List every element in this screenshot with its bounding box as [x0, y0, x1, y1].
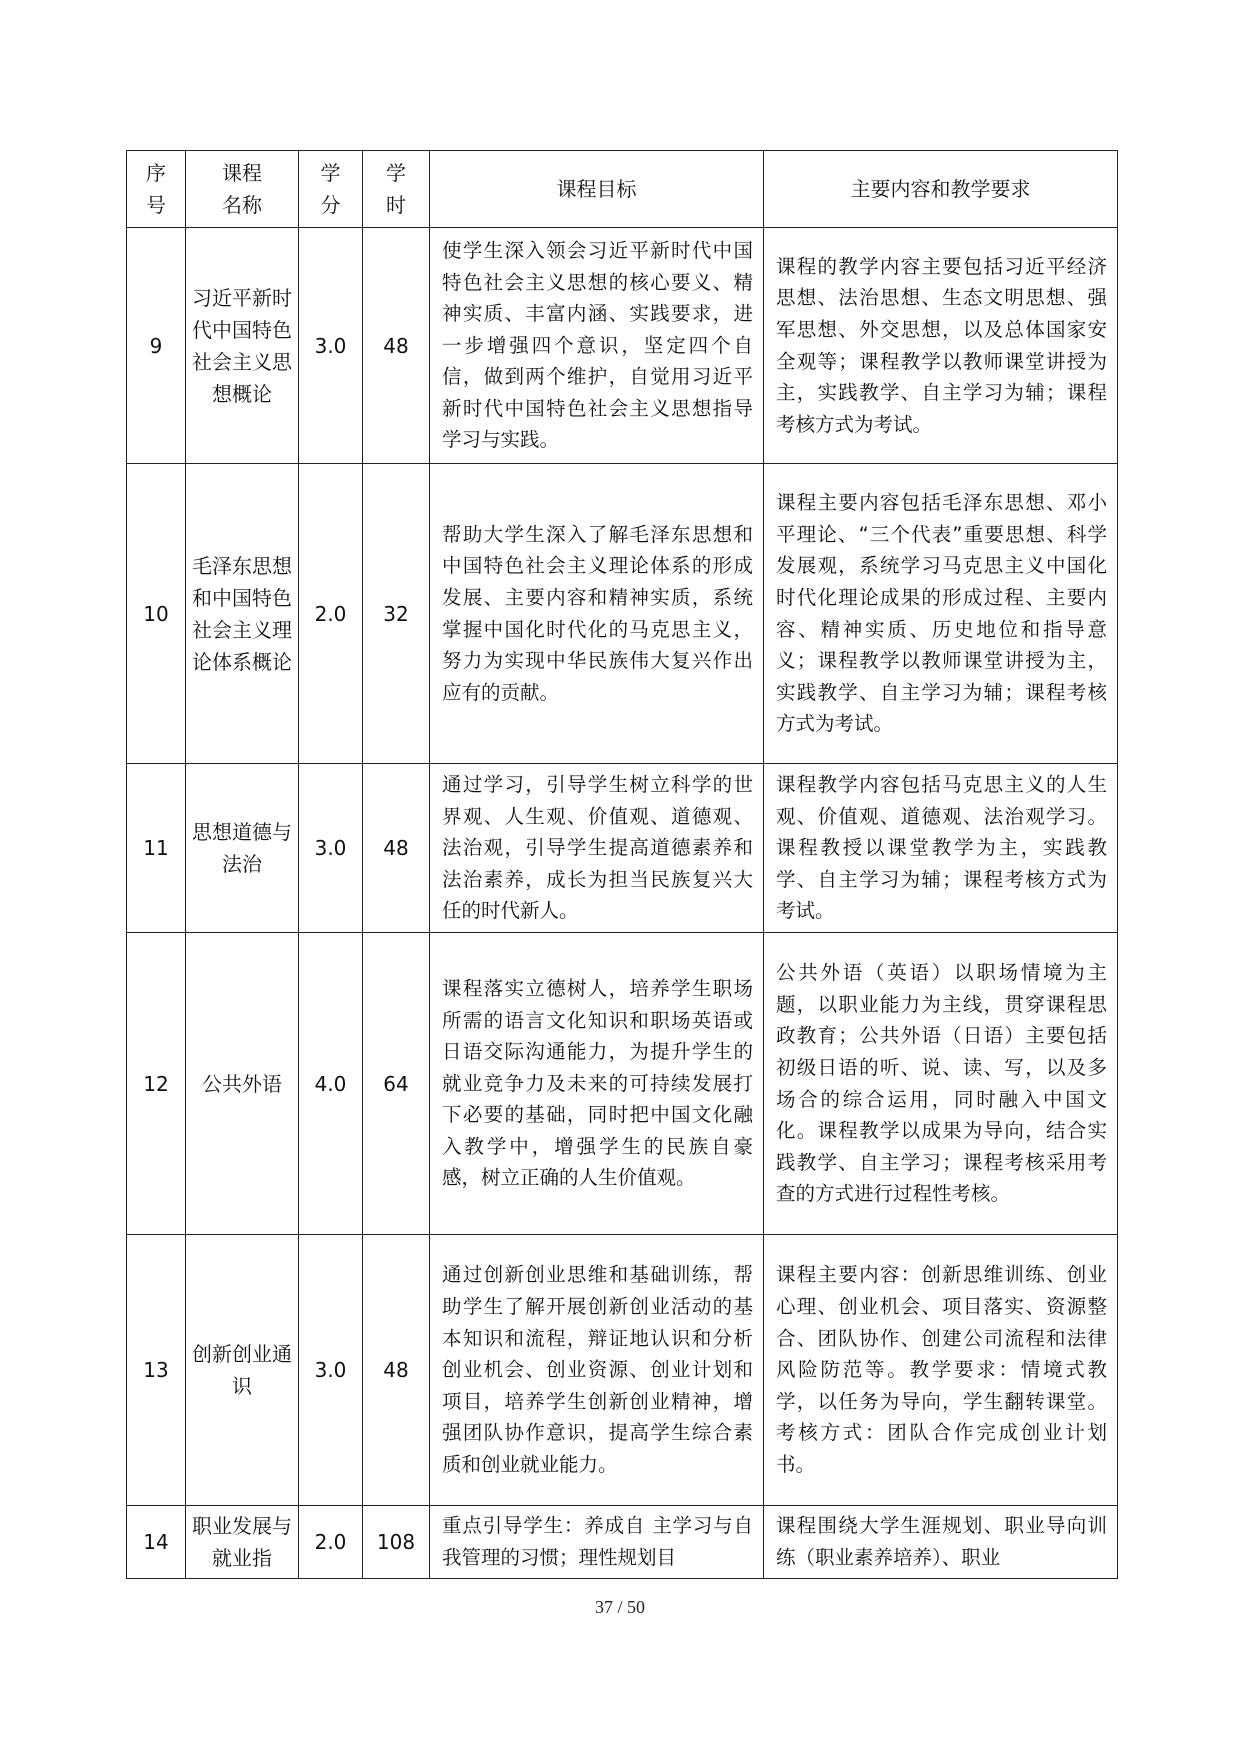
course-name: 职业发展与就业指	[186, 1506, 299, 1579]
course-credit: 3.0	[299, 764, 363, 933]
course-name: 毛泽东思想和中国特色社会主义理论体系概论	[186, 464, 299, 764]
course-hours: 48	[363, 764, 430, 933]
row-index: 14	[127, 1506, 186, 1579]
row-index: 9	[127, 228, 186, 464]
course-content: 课程主要内容：创新思维训练、创业心理、创业机会、项目落实、资源整合、团队协作、创建公司流程和法律风险防范等。教学要求：情境式教学，以任务为导向，学生翻转课堂。考核方式：团队合作完成创业计划书。	[764, 1235, 1118, 1506]
course-hours: 64	[363, 933, 430, 1235]
table-row	[127, 764, 1118, 933]
course-table	[126, 150, 1118, 1579]
course-hours: 32	[363, 464, 430, 764]
header-credit: 学分	[299, 151, 363, 228]
table-row	[127, 933, 1118, 1235]
course-goal: 帮助大学生深入了解毛泽东思想和中国特色社会主义理论体系的形成发展、主要内容和精神实质，系统掌握中国化时代化的马克思主义，努力为实现中华民族伟大复兴作出应有的贡献。	[430, 464, 764, 764]
row-index: 11	[127, 764, 186, 933]
header-content: 主要内容和教学要求	[764, 151, 1118, 228]
course-goal: 使学生深入领会习近平新时代中国特色社会主义思想的核心要义、精神实质、丰富内涵、实践要求，进一步增强四个意识，坚定四个自信，做到两个维护，自觉用习近平新时代中国特色社会主义思想指导学习与实践。	[430, 228, 764, 464]
course-credit: 4.0	[299, 933, 363, 1235]
header-index: 序号	[127, 151, 186, 228]
course-content: 课程教学内容包括马克思主义的人生观、价值观、道德观、法治观学习。课程教授以课堂教学为主，实践教学、自主学习为辅；课程考核方式为考试。	[764, 764, 1118, 933]
course-goal: 重点引导学生：养成自 主学习与自我管理的习惯；理性规划目	[430, 1506, 764, 1579]
course-content: 课程围绕大学生涯规划、职业导向训练（职业素养培养）、职业	[764, 1506, 1118, 1579]
course-hours: 48	[363, 1235, 430, 1506]
course-credit: 3.0	[299, 1235, 363, 1506]
table-row	[127, 1235, 1118, 1506]
course-content: 课程主要内容包括毛泽东思想、邓小平理论、“三个代表”重要思想、科学发展观，系统学习马克思主义中国化时代化理论成果的形成过程、主要内容、精神实质、历史地位和指导意义；课程教学以教师课堂讲授为主，实践教学、自主学习为辅；课程考核方式为考试。	[764, 464, 1118, 764]
table-row	[127, 228, 1118, 464]
header-row	[127, 151, 1118, 228]
row-index: 10	[127, 464, 186, 764]
course-hours: 108	[363, 1506, 430, 1579]
header-name: 课程名称	[186, 151, 299, 228]
course-credit: 2.0	[299, 464, 363, 764]
course-goal: 通过创新创业思维和基础训练，帮助学生了解开展创新创业活动的基本知识和流程，辩证地认识和分析创业机会、创业资源、创业计划和项目，培养学生创新创业精神，增强团队协作意识，提高学生综合素质和创业就业能力。	[430, 1235, 764, 1506]
course-content: 公共外语（英语）以职场情境为主题，以职业能力为主线，贯穿课程思政教育；公共外语（日语）主要包括初级日语的听、说、读、写，以及多场合的综合运用，同时融入中国文化。课程教学以成果为导向，结合实践教学、自主学习；课程考核采用考查的方式进行过程性考核。	[764, 933, 1118, 1235]
table-row	[127, 464, 1118, 764]
course-credit: 3.0	[299, 228, 363, 464]
course-name: 创新创业通识	[186, 1235, 299, 1506]
header-goal: 课程目标	[430, 151, 764, 228]
course-content: 课程的教学内容主要包括习近平经济思想、法治思想、生态文明思想、强军思想、外交思想，以及总体国家安全观等；课程教学以教师课堂讲授为主，实践教学、自主学习为辅；课程考核方式为考试。	[764, 228, 1118, 464]
page-number: 37 / 50	[594, 1597, 645, 1617]
course-goal: 课程落实立德树人，培养学生职场所需的语言文化知识和职场英语或日语交际沟通能力，为提升学生的就业竞争力及未来的可持续发展打下必要的基础，同时把中国文化融入教学中，增强学生的民族自豪感，树立正确的人生价值观。	[430, 933, 764, 1235]
table-row	[127, 1506, 1118, 1579]
course-name: 习近平新时代中国特色社会主义思想概论	[186, 228, 299, 464]
course-name: 公共外语	[186, 933, 299, 1235]
course-goal: 通过学习，引导学生树立科学的世界观、人生观、价值观、道德观、法治观，引导学生提高道德素养和法治素养，成长为担当民族复兴大任的时代新人。	[430, 764, 764, 933]
course-hours: 48	[363, 228, 430, 464]
course-credit: 2.0	[299, 1506, 363, 1579]
course-name: 思想道德与法治	[186, 764, 299, 933]
header-hours: 学时	[363, 151, 430, 228]
row-index: 13	[127, 1235, 186, 1506]
row-index: 12	[127, 933, 186, 1235]
